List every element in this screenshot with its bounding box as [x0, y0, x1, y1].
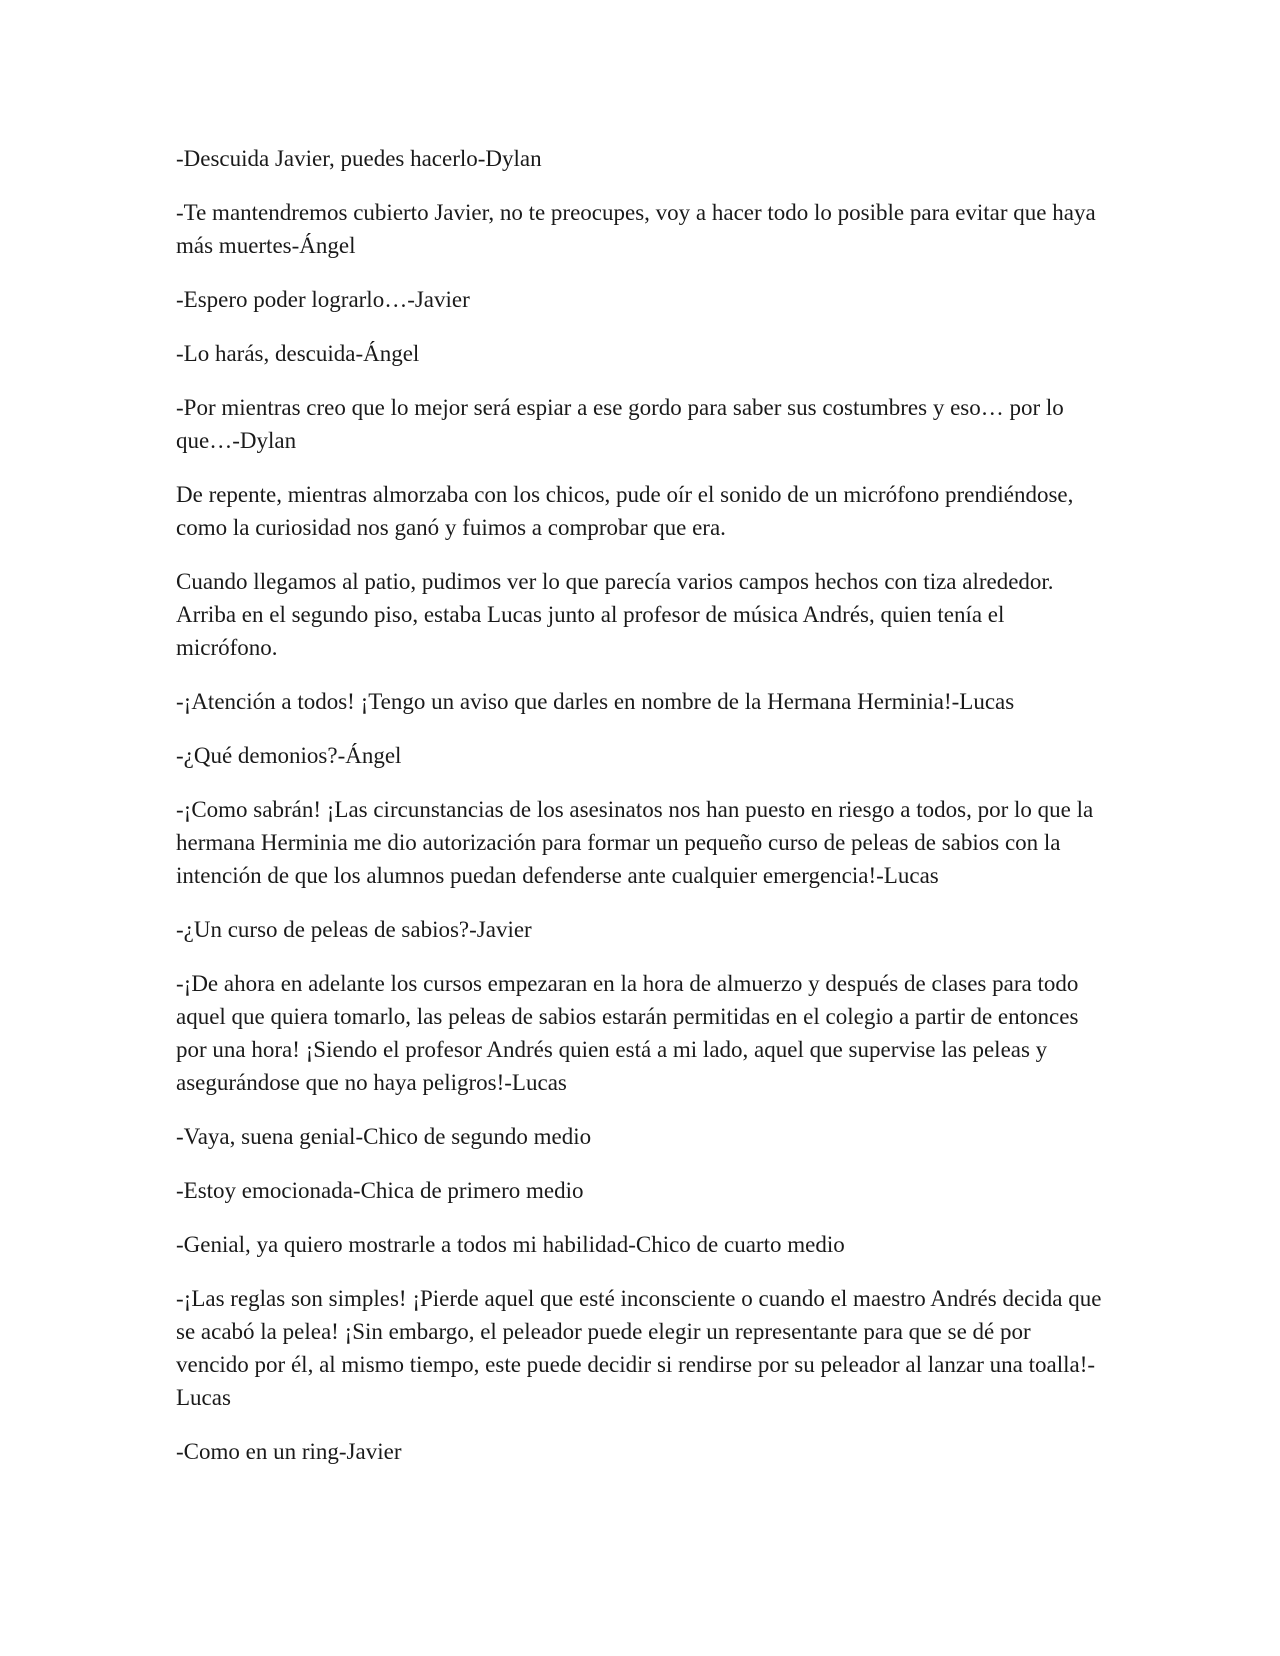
paragraph: -¿Qué demonios?-Ángel [176, 743, 402, 768]
paragraph: -¡De ahora en adelante los cursos empezaran en la hora de almuerzo y después de clases para todo aquel que quiera tomarlo, las peleas de sabios estarán permitidas en el colegio a partir de entonces por una hora! ¡Siendo el profesor Andrés quien está a mi lado, aquel que supervise las peleas y asegurándose que no haya peligros!-Lucas [176, 971, 1079, 1095]
paragraph: -Vaya, suena genial-Chico de segundo medio [176, 1124, 592, 1149]
paragraph: -¡Las reglas son simples! ¡Pierde aquel que esté inconsciente o cuando el maestro Andrés decida que se acabó la pelea! ¡Sin embargo, el peleador puede elegir un representante para que se dé por vencido por él, al mismo tiempo, este puede decidir si rendirse por su peleador al lanzar una toalla!-Lucas [176, 1286, 1102, 1410]
paragraph: -Como en un ring-Javier [176, 1439, 402, 1464]
paragraph: -Descuida Javier, puedes hacerlo-Dylan [176, 146, 542, 171]
paragraph: -Genial, ya quiero mostrarle a todos mi habilidad-Chico de cuarto medio [176, 1232, 845, 1257]
paragraph: -¡Como sabrán! ¡Las circunstancias de los asesinatos nos han puesto en riesgo a todos, por lo que la hermana Herminia me dio autorización para formar un pequeño curso de peleas de sabios con la intención de que los alumnos puedan defenderse ante cualquier emergencia!-Lucas [176, 797, 1094, 888]
paragraph: -¿Un curso de peleas de sabios?-Javier [176, 917, 532, 942]
paragraph: -Por mientras creo que lo mejor será espiar a ese gordo para saber sus costumbres y eso… por lo que…-Dylan [176, 395, 1064, 453]
paragraph: -¡Atención a todos! ¡Tengo un aviso que darles en nombre de la Hermana Herminia!-Lucas [176, 689, 1015, 714]
paragraph: -Espero poder lograrlo…-Javier [176, 287, 470, 312]
document-body [176, 142, 1106, 1489]
paragraph: -Estoy emocionada-Chica de primero medio [176, 1178, 584, 1203]
paragraph: De repente, mientras almorzaba con los chicos, pude oír el sonido de un micrófono prendiéndose, como la curiosidad nos ganó y fuimos a comprobar que era. [176, 482, 1074, 540]
paragraph: -Te mantendremos cubierto Javier, no te preocupes, voy a hacer todo lo posible para evitar que haya más muertes-Ángel [176, 200, 1096, 258]
paragraph: Cuando llegamos al patio, pudimos ver lo que parecía varios campos hechos con tiza alrededor. Arriba en el segundo piso, estaba Lucas junto al profesor de música Andrés, quien tenía el micrófono. [176, 569, 1054, 660]
paragraph: -Lo harás, descuida-Ángel [176, 341, 420, 366]
